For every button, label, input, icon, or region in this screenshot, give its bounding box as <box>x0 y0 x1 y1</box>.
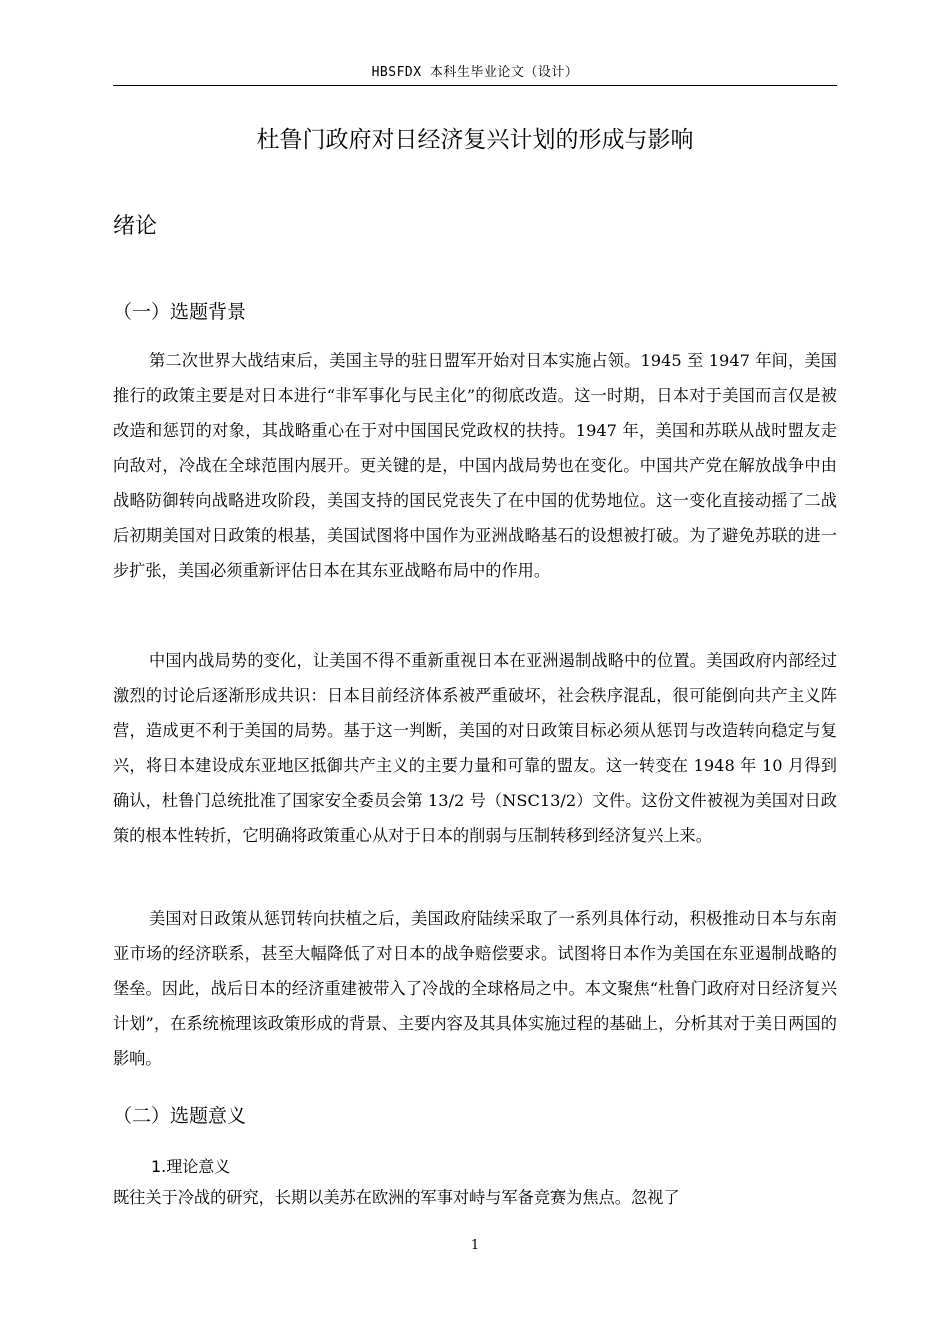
body-paragraph: 第二次世界大战结束后，美国主导的驻日盟军开始对日本实施占领。1945 至 1947 年间，美国推行的政策主要是对日本进行“非军事化与民主化”的彻底改造。这一时期，日本对于美国而言仅是被改造和惩罚的对象，其战略重心在于对中国国民党政权的扶持。1947 年，美国和苏联从战时盟友走向敌对，冷战在全球范围内展开。更关键的是，中国内战局势也在变化。中国共产党在解放战争中由战略防御转向战略进攻阶段，美国支持的国民党丧失了在中国的优势地位。这一变化直接动摇了二战后初期美国对日政策的根基，美国试图将中国作为亚洲战略基石的设想被打破。为了避免苏联的进一步扩张，美国必须重新评估日本在其东亚战略布局中的作用。 <box>113 351 837 580</box>
section-heading-significance: （二）选题意义 <box>113 1105 247 1127</box>
body-paragraph: 既往关于冷战的研究，长期以美苏在欧洲的军事对峙与军备竞赛为焦点。忽视了 <box>113 1188 680 1207</box>
document-title: 杜鲁门政府对日经济复兴计划的形成与影响 <box>256 127 694 153</box>
body-paragraph: 中国内战局势的变化，让美国不得不重新重视日本在亚洲遏制战略中的位置。美国政府内部经过激烈的讨论后逐渐形成共识：日本目前经济体系被严重破坏，社会秩序混乱，很可能倒向共产主义阵营，造成更不利于美国的局势。基于这一判断，美国的对日政策目标必须从惩罚与改造转向稳定与复兴，将日本建设成东亚地区抵御共产主义的主要力量和可靠的盟友。这一转变在 1948 年 10 月得到确认，杜鲁门总统批准了国家安全委员会第 13/2 号（NSC13/2）文件。这份文件被视为美国对日政策的根本性转折，它明确将政策重心从对于日本的削弱与压制转移到经济复兴上来。 <box>113 651 837 845</box>
page-number: 1 <box>470 1238 480 1253</box>
section-heading-background: （一）选题背景 <box>113 301 247 323</box>
header-rule <box>113 85 837 86</box>
body-paragraph: 美国对日政策从惩罚转向扶植之后，美国政府陆续采取了一系列具体行动，积极推动日本与东南亚市场的经济联系，甚至大幅降低了对日本的战争赔偿要求。试图将日本作为美国在东亚遏制战略的堡垒。因此，战后日本的经济重建被带入了冷战的全球格局之中。本文聚焦“杜鲁门政府对日经济复兴计划”，在系统梳理该政策形成的背景、主要内容及其具体实施过程的基础上，分析其对于美日两国的影响。 <box>113 909 837 1068</box>
subheading-theoretical-significance: 1.理论意义 <box>151 1157 231 1176</box>
chapter-heading: 绪论 <box>113 214 158 239</box>
page-header: HBSFDX 本科生毕业论文（设计） <box>371 65 579 80</box>
